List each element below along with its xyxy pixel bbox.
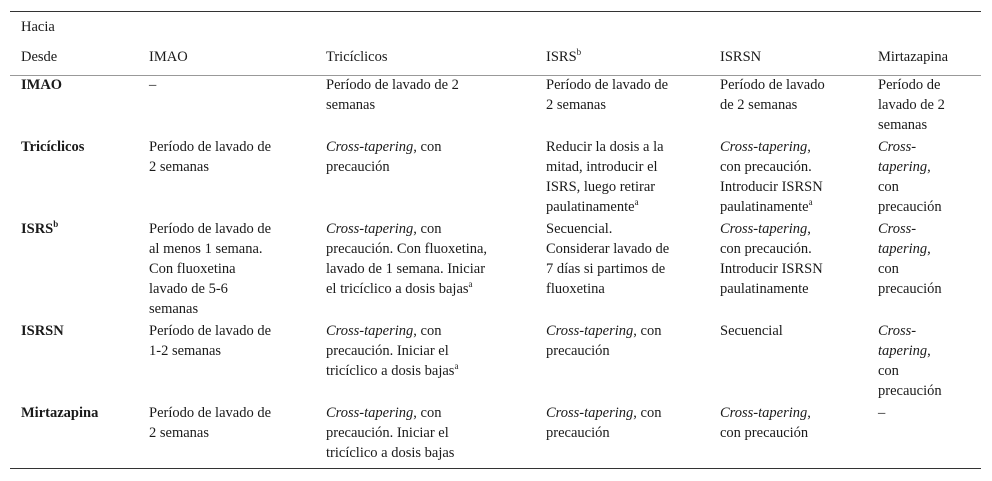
table-cell: Período de lavado de 2 semanas [878, 77, 945, 133]
footnote-marker: a [808, 197, 813, 207]
table-cell: Cross- tapering, con precaución [878, 139, 942, 215]
column-header-triciclicos: Tricíclicos [326, 49, 388, 65]
column-header-imao: IMAO [149, 49, 188, 65]
table-cell: Cross-tapering, con precaución [720, 405, 811, 441]
footnote-marker: b [576, 47, 582, 57]
table-cell: Período de lavado de 2 semanas [149, 405, 272, 441]
column-header-isrs: ISRS$^b$ [546, 47, 582, 65]
table-cell: Cross- tapering, con precaución [878, 323, 942, 399]
table-cell: Cross-tapering, con precaución [546, 323, 662, 359]
table-cell: Período de lavado de 2 semanas [326, 77, 459, 113]
table-cell: Cross-tapering, con precaución. Introducir ISRSN paulatinamente [720, 221, 823, 297]
table-cell: Cross- tapering, con precaución [878, 221, 942, 297]
footnote-marker: a [454, 361, 459, 371]
column-header-mirtazapina: Mirtazapina [878, 49, 949, 65]
table-cell: Período de lavado de 2 semanas [720, 77, 825, 113]
row-header-mirtazapina: Mirtazapina [21, 405, 99, 421]
table-cell: Cross-tapering, con precaución. Iniciar el tricíclico a dosis bajas$^a$ [326, 323, 459, 379]
table-cell: Período de lavado de al menos 1 semana. Con fluoxetina lavado de 5-6 semanas [149, 221, 272, 317]
table-cell: Cross-tapering, con precaución [326, 139, 442, 175]
table-cell: Período de lavado de 2 semanas [149, 139, 272, 175]
row-header-isrs: ISRS$^b$ [21, 219, 59, 237]
footnote-marker: b [53, 219, 59, 229]
header-from-label: Desde [21, 49, 58, 65]
header-to-label: Hacia [21, 19, 55, 35]
table-cell: Cross-tapering, con precaución [546, 405, 662, 441]
row-header-triciclicos: Tricíclicos [21, 139, 85, 155]
table-cell: – [878, 405, 886, 421]
row-header-isrsn: ISRSN [21, 323, 64, 339]
table-top-rule [10, 11, 981, 12]
table-cell: Reducir la dosis a la mitad, introducir el ISRS, luego retirar paulatinamente$^a$ [546, 139, 664, 215]
table-cell: Cross-tapering, con precaución. Con fluoxetina, lavado de 1 semana. Iniciar el tricíclico a dosis bajas$^a$ [326, 221, 488, 297]
table-cell: – [149, 77, 157, 93]
table-bottom-rule [10, 468, 981, 469]
table-cell: Secuencial. Considerar lavado de 7 días si partimos de fluoxetina [546, 221, 670, 297]
table-cell: Período de lavado de 2 semanas [546, 77, 669, 113]
row-header-imao: IMAO [21, 77, 63, 93]
table-cell: Cross-tapering, con precaución. Iniciar el tricíclico a dosis bajas [326, 405, 455, 461]
footnote-marker: a [468, 279, 473, 289]
table-cell: Cross-tapering, con precaución. Introducir ISRSN paulatinamente$^a$ [720, 139, 823, 215]
table-cell: Período de lavado de 1-2 semanas [149, 323, 272, 359]
footnote-marker: a [634, 197, 639, 207]
drug-switch-table [10, 11, 981, 468]
column-header-isrsn: ISRSN [720, 49, 762, 65]
table-cell: Secuencial [720, 323, 783, 339]
